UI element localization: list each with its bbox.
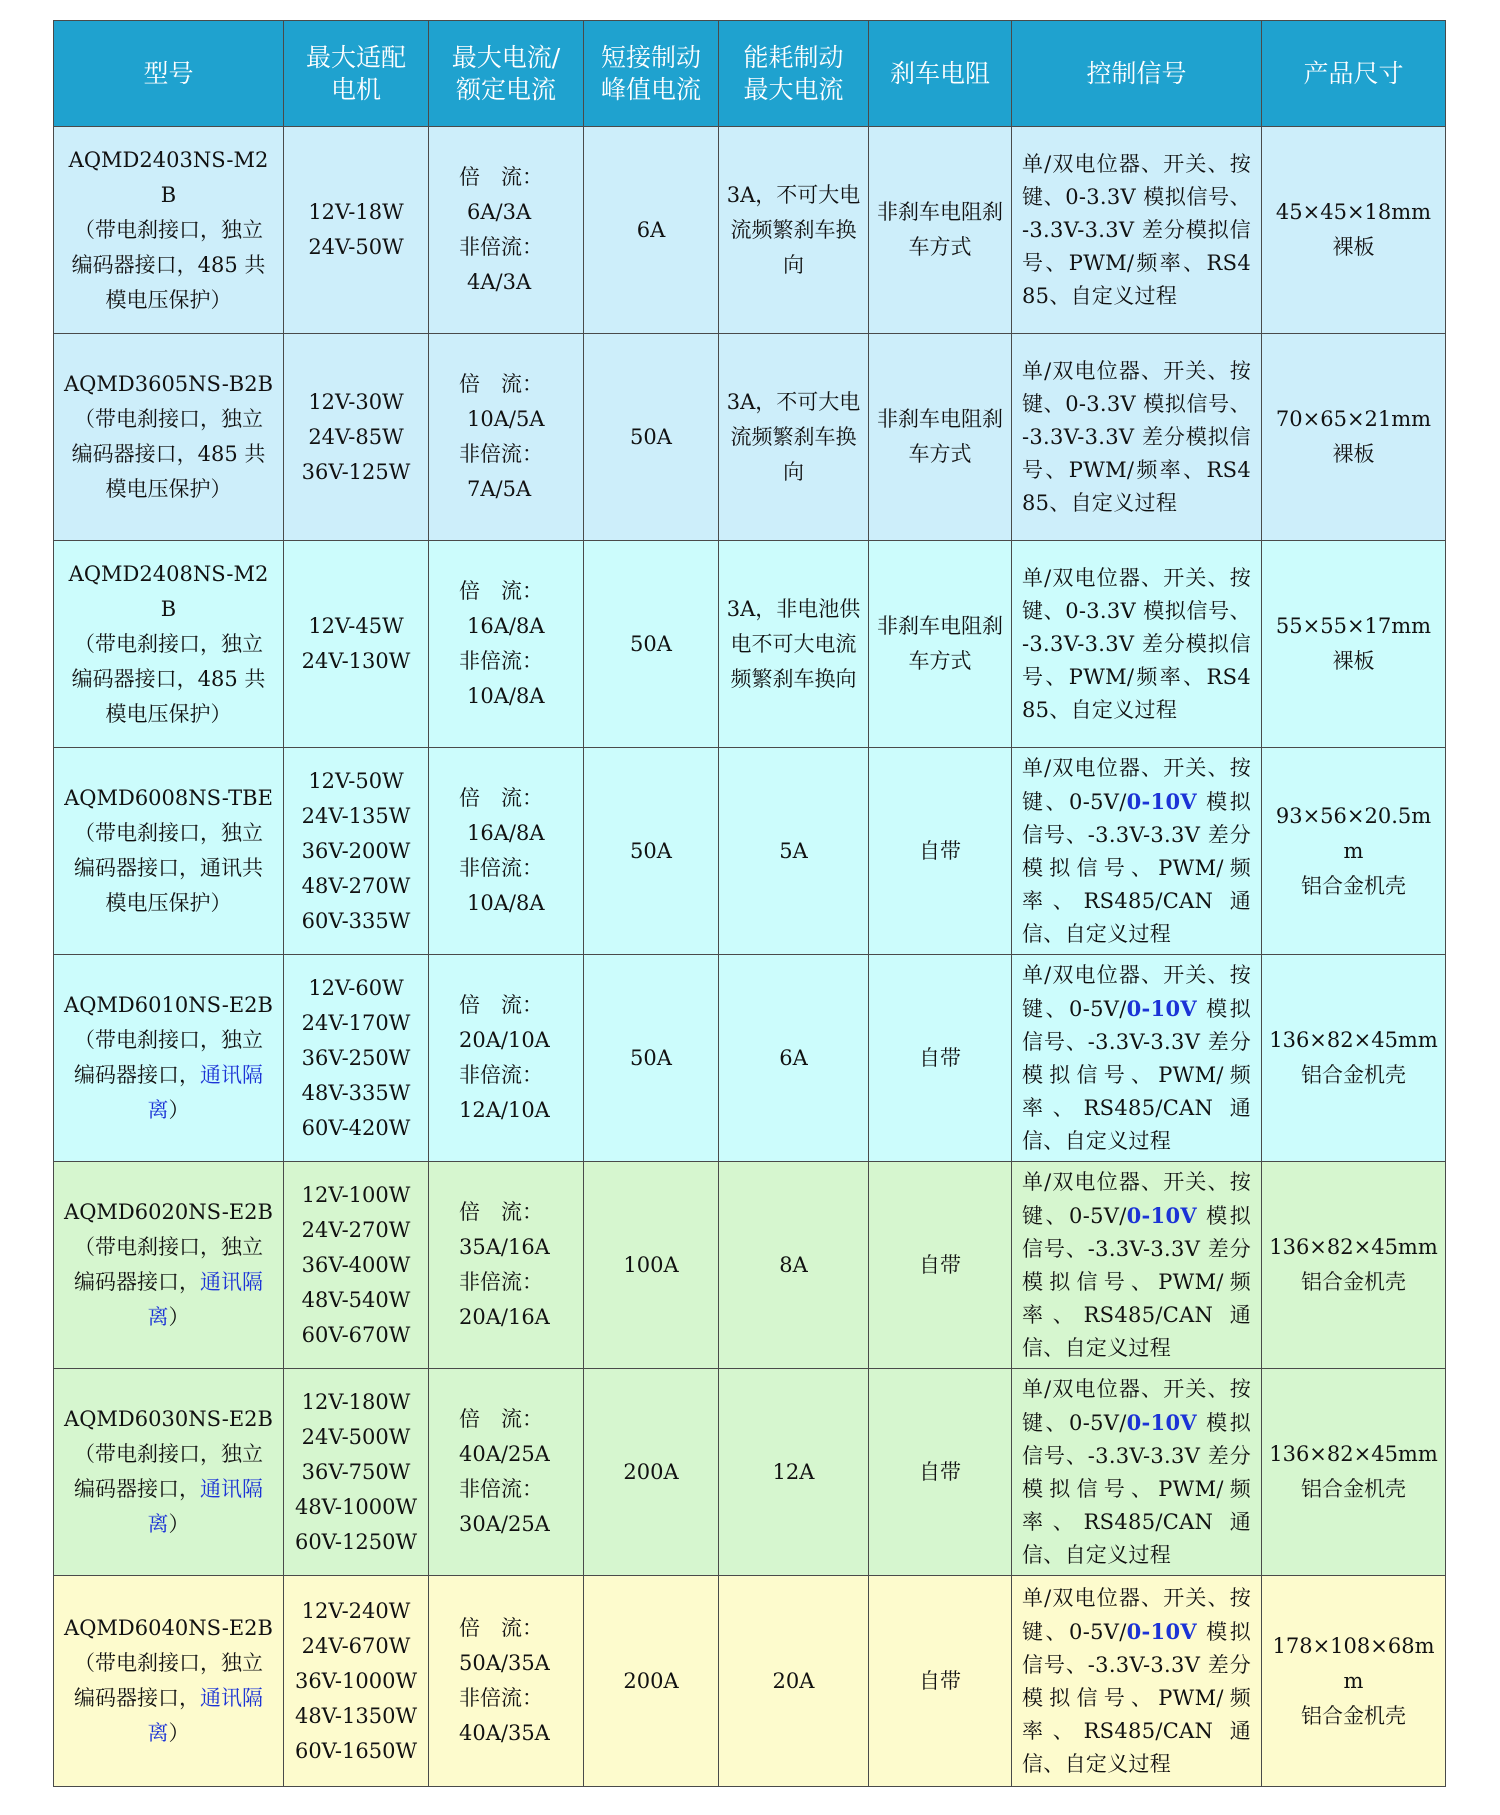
size-dim: 178×108×68mm — [1272, 1633, 1435, 1693]
header-motor — [284, 21, 429, 127]
current-value: 16A/8A — [467, 821, 545, 845]
current-label: 非倍流： — [459, 1270, 543, 1294]
energy-brake-cell: 5A — [719, 748, 869, 955]
motor-line: 36V-200W — [301, 838, 411, 863]
size-type: 铝合金机壳 — [1301, 1270, 1406, 1294]
model-note: （带电刹接口，独立编码器接口，485 共模电压保护） — [71, 217, 266, 312]
control-cell: 单/双电位器、开关、按键、0-3.3V 模拟信号、-3.3V-3.3V 差分模拟信号、PWM/频率、RS485、自定义过程 — [1012, 334, 1262, 541]
model-name: AQMD6030NS-E2B — [64, 1407, 273, 1431]
motor-line: 12V-100W — [301, 1182, 411, 1207]
brake-resistor-cell: 非刹车电阻刹车方式 — [869, 127, 1012, 334]
brake-resistor-cell: 自带 — [869, 1369, 1012, 1576]
current-cell — [429, 1576, 584, 1787]
current-value: 20A/10A — [459, 1028, 550, 1052]
table-row — [54, 334, 1446, 541]
size-cell — [1262, 955, 1446, 1162]
current-value: 10A/8A — [467, 684, 545, 708]
control-cell: 单/双电位器、开关、按键、0-3.3V 模拟信号、-3.3V-3.3V 差分模拟信号、PWM/频率、RS485、自定义过程 — [1012, 541, 1262, 748]
size-cell — [1262, 1369, 1446, 1576]
model-name: AQMD6040NS-E2B — [64, 1616, 273, 1640]
motor-line: 12V-30W — [308, 389, 404, 414]
model-note: （带电刹接口，独立编码器接口， — [74, 1442, 263, 1501]
energy-brake-cell: 3A，不可大电流频繁刹车换向 — [719, 127, 869, 334]
header-model: 型号 — [54, 21, 284, 127]
current-label: 非倍流： — [459, 856, 543, 880]
model-note-highlight: 通讯隔离 — [147, 1270, 263, 1329]
motor-line: 12V-45W — [308, 614, 404, 638]
model-cell — [54, 334, 284, 541]
model-note: （带电刹接口，独立编码器接口，485 共模电压保护） — [71, 407, 266, 501]
current-label: 非倍流： — [459, 1063, 543, 1087]
short-brake-cell: 200A — [584, 1369, 719, 1576]
model-note: （带电刹接口，独立编码器接口，485 共模电压保护） — [71, 631, 266, 726]
motor-line: 48V-335W — [301, 1080, 411, 1105]
control-highlight: 0-10V — [1126, 1409, 1197, 1435]
current-label: 非倍流： — [459, 1477, 543, 1501]
brake-resistor-cell: 非刹车电阻刹车方式 — [869, 334, 1012, 541]
motor-line: 60V-1650W — [294, 1738, 418, 1763]
energy-brake-cell: 6A — [719, 955, 869, 1162]
size-cell — [1262, 1576, 1446, 1787]
motor-line: 36V-125W — [301, 459, 411, 484]
current-cell — [429, 127, 584, 334]
current-cell — [429, 1369, 584, 1576]
model-note: （带电刹接口，独立编码器接口， — [74, 1028, 263, 1087]
current-value: 30A/25A — [459, 1512, 550, 1536]
control-text: 单/双电位器、开关、按键、0-5V/ — [1022, 1169, 1251, 1228]
motor-cell — [284, 748, 429, 955]
motor-line: 60V-670W — [301, 1322, 411, 1347]
model-note: ） — [168, 1305, 190, 1329]
size-dim: 136×82×45mm — [1269, 1442, 1438, 1466]
header-motor-line: 最大适配 — [305, 42, 406, 72]
control-highlight: 0-10V — [1126, 995, 1197, 1021]
header-current-line: 额定电流 — [455, 74, 556, 104]
header-short-brake — [584, 21, 719, 127]
short-brake-cell: 50A — [584, 748, 719, 955]
motor-cell — [284, 1576, 429, 1787]
model-cell — [54, 955, 284, 1162]
control-text: 单/双电位器、开关、按键、0-5V/ — [1022, 755, 1251, 814]
model-note: ） — [168, 1721, 190, 1745]
current-label: 非倍流： — [459, 442, 543, 466]
current-label: 倍 流： — [459, 1407, 543, 1431]
control-highlight: 0-10V — [1126, 1618, 1197, 1644]
model-note: （带电刹接口，独立编码器接口， — [74, 1651, 263, 1710]
size-type: 裸板 — [1332, 649, 1375, 673]
brake-resistor-cell: 自带 — [869, 748, 1012, 955]
control-highlight: 0-10V — [1126, 788, 1197, 814]
current-label: 非倍流： — [459, 649, 543, 673]
size-cell — [1262, 541, 1446, 748]
current-value: 6A/3A — [467, 200, 532, 224]
control-cell — [1012, 1369, 1262, 1576]
motor-line: 24V-135W — [301, 803, 411, 828]
motor-cell — [284, 955, 429, 1162]
model-cell — [54, 1162, 284, 1369]
brake-resistor-cell: 自带 — [869, 955, 1012, 1162]
spec-table — [53, 20, 1446, 1787]
motor-line: 12V-60W — [308, 975, 404, 1000]
model-name: AQMD6010NS-E2B — [64, 993, 273, 1017]
table-row — [54, 748, 1446, 955]
brake-resistor-cell: 自带 — [869, 1576, 1012, 1787]
table-row — [54, 1576, 1446, 1787]
control-cell: 单/双电位器、开关、按键、0-3.3V 模拟信号、-3.3V-3.3V 差分模拟信号、PWM/频率、RS485、自定义过程 — [1012, 127, 1262, 334]
motor-cell — [284, 334, 429, 541]
current-cell — [429, 955, 584, 1162]
control-text: 单/双电位器、开关、按键、0-5V/ — [1022, 1376, 1251, 1435]
current-value: 50A/35A — [459, 1651, 550, 1675]
motor-line: 24V-130W — [301, 649, 411, 673]
current-label: 倍 流： — [459, 993, 543, 1017]
motor-line: 36V-250W — [301, 1045, 411, 1070]
model-cell — [54, 1576, 284, 1787]
header-motor-line: 电机 — [330, 74, 381, 104]
control-cell — [1012, 1162, 1262, 1369]
energy-brake-cell: 8A — [719, 1162, 869, 1369]
size-type: 裸板 — [1332, 235, 1375, 259]
control-text: 单/双电位器、开关、按键、0-5V/ — [1022, 1585, 1251, 1644]
header-brake-resistor: 刹车电阻 — [869, 21, 1012, 127]
model-note-highlight: 通讯隔离 — [147, 1477, 263, 1536]
energy-brake-cell: 3A，非电池供电不可大电流频繁刹车换向 — [719, 541, 869, 748]
control-cell — [1012, 955, 1262, 1162]
current-cell — [429, 748, 584, 955]
current-value: 20A/16A — [459, 1305, 550, 1329]
header-energy-brake-line: 能耗制动 — [743, 42, 844, 72]
brake-resistor-cell: 非刹车电阻刹车方式 — [869, 541, 1012, 748]
motor-line: 60V-420W — [301, 1115, 411, 1140]
model-note: ） — [168, 1512, 190, 1536]
motor-line: 48V-1350W — [294, 1703, 418, 1728]
short-brake-cell: 50A — [584, 334, 719, 541]
table-row — [54, 541, 1446, 748]
table-row — [54, 1162, 1446, 1369]
current-value: 4A/3A — [467, 270, 532, 294]
size-type: 铝合金机壳 — [1301, 1477, 1406, 1501]
control-cell — [1012, 1576, 1262, 1787]
control-text: 模拟信号、-3.3V-3.3V 差分模拟信号、PWM/频率、RS485/CAN 通信、自定义过程 — [1022, 1203, 1251, 1360]
size-dim: 55×55×17mm — [1275, 614, 1432, 638]
motor-line: 12V-240W — [301, 1598, 411, 1623]
table-row — [54, 127, 1446, 334]
size-type: 铝合金机壳 — [1301, 1063, 1406, 1087]
current-cell — [429, 1162, 584, 1369]
header-energy-brake — [719, 21, 869, 127]
size-type: 裸板 — [1332, 442, 1375, 466]
motor-cell — [284, 1162, 429, 1369]
header-short-brake-line: 短接制动 — [600, 42, 701, 72]
motor-line: 48V-270W — [301, 873, 411, 898]
energy-brake-cell: 20A — [719, 1576, 869, 1787]
model-cell — [54, 127, 284, 334]
size-dim: 93×56×20.5mm — [1275, 803, 1432, 863]
header-size: 产品尺寸 — [1262, 21, 1446, 127]
model-name: AQMD6008NS-TBE — [64, 786, 273, 810]
energy-brake-cell: 12A — [719, 1369, 869, 1576]
current-label: 倍 流： — [459, 372, 543, 396]
current-label: 非倍流： — [459, 235, 543, 259]
current-label: 非倍流： — [459, 1686, 543, 1710]
header-short-brake-line: 峰值电流 — [600, 74, 701, 104]
model-note-highlight: 通讯隔离 — [147, 1686, 263, 1745]
size-cell — [1262, 127, 1446, 334]
motor-line: 48V-540W — [301, 1287, 411, 1312]
size-dim: 70×65×21mm — [1275, 407, 1432, 431]
current-label: 倍 流： — [459, 786, 543, 810]
motor-line: 24V-50W — [308, 235, 404, 259]
control-text: 模拟信号、-3.3V-3.3V 差分模拟信号、PWM/频率、RS485/CAN 通信、自定义过程 — [1022, 1619, 1251, 1776]
table-row — [54, 1369, 1446, 1576]
header-energy-brake-line: 最大电流 — [743, 74, 844, 104]
table-row — [54, 955, 1446, 1162]
motor-line: 36V-1000W — [294, 1668, 418, 1693]
model-name: AQMD3605NS-B2B — [64, 372, 274, 396]
model-name: AQMD6020NS-E2B — [64, 1200, 273, 1224]
model-note-highlight: 通讯隔离 — [147, 1063, 263, 1122]
short-brake-cell: 6A — [584, 127, 719, 334]
current-label: 倍 流： — [459, 165, 543, 189]
motor-line: 60V-335W — [301, 908, 411, 933]
current-value: 16A/8A — [467, 614, 545, 638]
model-name: AQMD2403NS-M2B — [68, 147, 269, 207]
control-text: 模拟信号、-3.3V-3.3V 差分模拟信号、PWM/频率、RS485/CAN 通信、自定义过程 — [1022, 996, 1251, 1153]
current-value: 7A/5A — [467, 477, 532, 501]
motor-cell — [284, 1369, 429, 1576]
model-cell — [54, 748, 284, 955]
motor-line: 36V-750W — [301, 1459, 411, 1484]
header-row — [54, 21, 1446, 127]
size-dim: 136×82×45mm — [1269, 1235, 1438, 1259]
current-label: 倍 流： — [459, 1616, 543, 1640]
size-type: 铝合金机壳 — [1301, 1703, 1406, 1728]
header-control: 控制信号 — [1012, 21, 1262, 127]
header-current-line: 最大电流/ — [451, 42, 561, 72]
control-text: 模拟信号、-3.3V-3.3V 差分模拟信号、PWM/频率、RS485/CAN 通信、自定义过程 — [1022, 1410, 1251, 1567]
current-cell — [429, 541, 584, 748]
size-type: 铝合金机壳 — [1301, 873, 1406, 898]
model-note: （带电刹接口，独立编码器接口， — [74, 1235, 263, 1294]
control-text: 单/双电位器、开关、按键、0-5V/ — [1022, 962, 1251, 1021]
current-value: 12A/10A — [459, 1098, 550, 1122]
motor-line: 12V-180W — [301, 1389, 411, 1414]
model-cell — [54, 541, 284, 748]
current-label: 倍 流： — [459, 1200, 543, 1224]
short-brake-cell: 200A — [584, 1576, 719, 1787]
motor-line: 24V-500W — [301, 1424, 411, 1449]
motor-line: 12V-18W — [308, 200, 404, 224]
size-cell — [1262, 334, 1446, 541]
motor-cell — [284, 127, 429, 334]
size-cell — [1262, 1162, 1446, 1369]
model-note: （带电刹接口，独立编码器接口，通讯共模电压保护） — [74, 821, 263, 915]
motor-line: 48V-1000W — [294, 1494, 418, 1519]
current-value: 35A/16A — [459, 1235, 550, 1259]
control-highlight: 0-10V — [1126, 1202, 1197, 1228]
size-cell — [1262, 748, 1446, 955]
motor-line: 24V-670W — [301, 1633, 411, 1658]
short-brake-cell: 100A — [584, 1162, 719, 1369]
brake-resistor-cell: 自带 — [869, 1162, 1012, 1369]
motor-line: 60V-1250W — [294, 1529, 418, 1554]
motor-line: 36V-400W — [301, 1252, 411, 1277]
motor-line: 24V-170W — [301, 1010, 411, 1035]
short-brake-cell: 50A — [584, 541, 719, 748]
current-cell — [429, 334, 584, 541]
size-dim: 136×82×45mm — [1269, 1028, 1438, 1052]
header-current — [429, 21, 584, 127]
current-label: 倍 流： — [459, 579, 543, 603]
current-value: 40A/25A — [459, 1442, 550, 1466]
model-name: AQMD2408NS-M2B — [68, 561, 269, 621]
motor-line: 12V-50W — [308, 768, 404, 793]
control-cell — [1012, 748, 1262, 955]
control-text: 模拟信号、-3.3V-3.3V 差分模拟信号、PWM/频率、RS485/CAN 通信、自定义过程 — [1022, 789, 1251, 946]
motor-line: 24V-270W — [301, 1217, 411, 1242]
model-cell — [54, 1369, 284, 1576]
size-dim: 45×45×18mm — [1275, 200, 1432, 224]
motor-line: 24V-85W — [308, 424, 404, 449]
current-value: 40A/35A — [459, 1721, 550, 1745]
model-note: ） — [168, 1098, 190, 1122]
energy-brake-cell: 3A，不可大电流频繁刹车换向 — [719, 334, 869, 541]
current-value: 10A/5A — [467, 407, 545, 431]
current-value: 10A/8A — [467, 891, 545, 915]
short-brake-cell: 50A — [584, 955, 719, 1162]
motor-cell — [284, 541, 429, 748]
